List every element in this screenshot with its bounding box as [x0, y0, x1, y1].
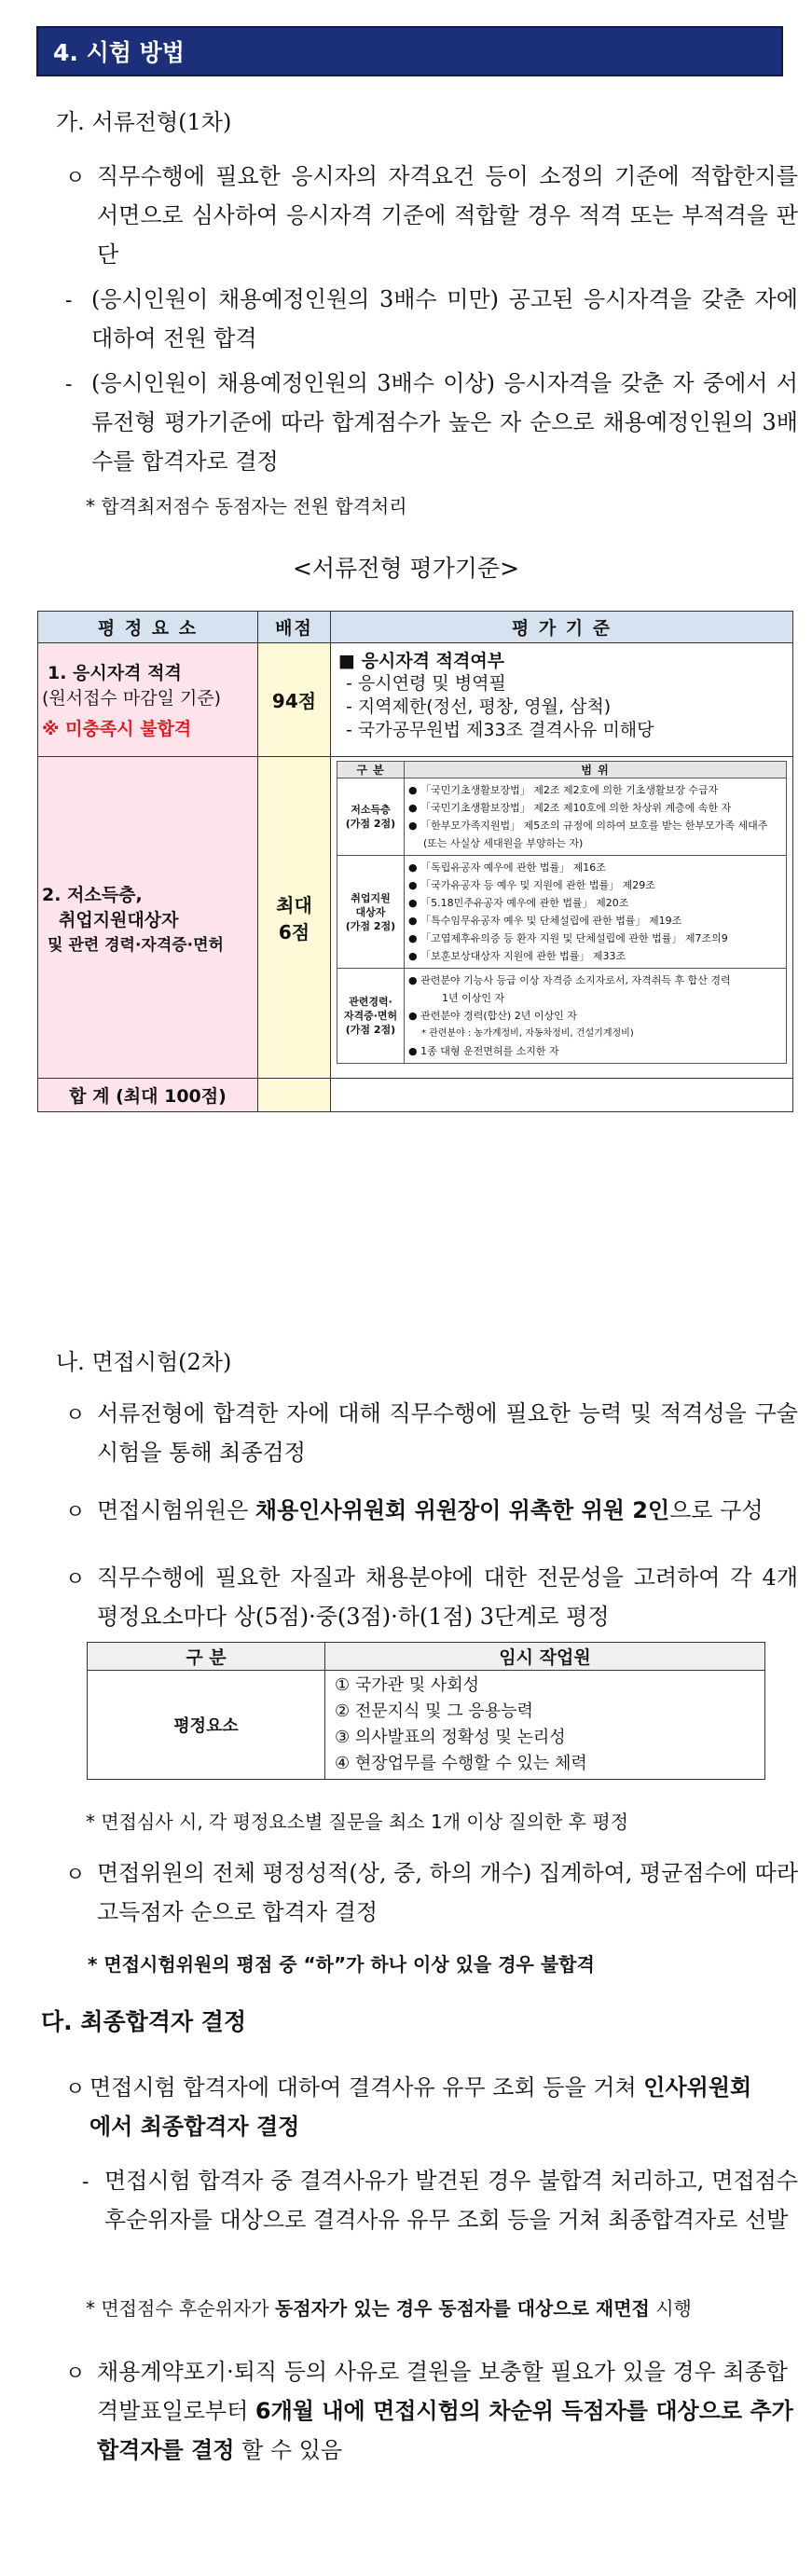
bullet-screening-criteria: 직무수행에 필요한 응시자의 자격요건 등이 소정의 기준에 적합한지를 서면으로 심사하여 응시자격 기준에 적합할 경우 적격 또는 부적격을 판단: [97, 163, 798, 268]
eligibility-criteria-cell: [331, 643, 793, 757]
square-bullet-icon: ■: [338, 651, 362, 671]
bullet-pass-decision: 면접위원의 전체 평정성적(상, 중, 하의 개수) 집계하여, 평균점수에 따라 고득점자 순으로 합격자 결정: [97, 1860, 798, 1925]
group-label-career: 관련경력· 자격증·면허 (가점 2점): [337, 969, 405, 1064]
criteria-item: - 응시연령 및 병역필: [346, 673, 506, 694]
col-header-score: 배점: [258, 612, 331, 643]
bonus-label-3: 및 관련 경력·자격증·면허: [48, 935, 224, 955]
list-item: ● 「국가유공자 등 예우 및 지원에 관한 법률」 제29조: [408, 879, 655, 891]
evaluation-elements-label: 평정요소: [88, 1671, 325, 1780]
criteria-item: - 국가공무원법 제33조 결격사유 미해당: [346, 720, 654, 740]
bullet-additional-pass: 채용계약포기·퇴직 등의 사유로 결원을 보충할 필요가 있을 경우 최종합격발표일로부터 6개월 내에 면접시험의 차순위 득점자를 대상으로 추가 합격자를 결정 할 수 있음: [97, 2359, 793, 2463]
element-item: ② 전문지식 및 그 응용능력: [335, 1701, 533, 1721]
eligibility-label-cell: [38, 643, 258, 757]
note-tie-pass: * 합격최저점수 동점자는 전원 합격처리: [86, 495, 407, 517]
dot-icon: ●: [408, 897, 421, 909]
dot-icon: ●: [408, 1010, 421, 1022]
bullet-circle: ㅇ: [65, 1501, 86, 1524]
list-item: ● 「한부모가족지원법」 제5조의 규정에 의하여 보호를 받는 한부모가족 세대주: [408, 820, 768, 832]
dash-marker: -: [65, 289, 73, 312]
section-header: 4. 시험 방법: [36, 26, 783, 76]
total-criteria-empty: [331, 1079, 793, 1112]
dot-icon: ●: [408, 802, 421, 814]
document-evaluation-table: [37, 611, 793, 1112]
col-header-position: 임시 작업원: [325, 1643, 765, 1671]
col-header-category: 구 분: [88, 1643, 325, 1671]
element-item: ④ 현장업무를 수행할 수 있는 체력: [335, 1754, 587, 1773]
dot-icon: ●: [408, 879, 421, 891]
list-item: ● 「보훈보상대상자 지원에 관한 법률」 제33조: [408, 950, 626, 962]
col-header-criteria: 평 가 기 준: [331, 612, 793, 643]
committee-emphasis: 채용인사위원회 위원장이 위촉한 위원 2인: [255, 1497, 670, 1523]
group-label-low-income: 저소득층 (가점 2점): [337, 778, 405, 856]
bonus-label-cell: [38, 757, 258, 1079]
bullet-circle: ㅇ: [65, 1568, 86, 1591]
criteria-title: 응시자격 적격여부: [361, 651, 505, 671]
bonus-score-prefix: 최대: [276, 894, 312, 916]
dot-icon: ●: [408, 915, 421, 927]
bonus-label-1: 2. 저소득층,: [42, 884, 143, 905]
bonus-label-2: 취업지원대상자: [59, 909, 179, 930]
dot-icon: ●: [408, 784, 421, 796]
eligibility-warning: ※ 미충족시 불합격: [42, 719, 192, 739]
list-item: * 관련분야 : 농가계정비, 자동차정비, 건설기계정비): [421, 1028, 634, 1039]
list-item: ● 「고엽제후유의증 등 환자 지원 및 단체설립에 관한 법률」 제7조의9: [408, 932, 728, 944]
element-item: ③ 의사발표의 정확성 및 논리성: [335, 1728, 566, 1747]
bullet-circle: ㅇ: [65, 1864, 86, 1887]
list-item: ● 관련분야 기능사 등급 이상 자격증 소지자로서, 자격취득 후 합산 경력: [408, 974, 731, 986]
dash-marker: -: [65, 373, 73, 396]
list-item: (또는 사실상 세대원을 부양하는 자): [423, 837, 584, 849]
table-caption: <서류전형 평가기준>: [292, 555, 520, 582]
bullet-circle: ㅇ: [65, 2078, 86, 2101]
eligibility-score: 94점: [258, 643, 331, 757]
list-item: ● 1종 대형 운전면허를 소지한 자: [408, 1045, 559, 1057]
dot-icon: ●: [408, 1045, 421, 1057]
bonus-inner-table: [337, 761, 787, 1064]
bonus-score-cell: [258, 757, 331, 1079]
note-reinterview: * 면접점수 후순위자가 동점자가 있는 경우 동점자를 대상으로 재면접 시행: [86, 2297, 692, 2320]
bullet-evaluation-scale: 직무수행에 필요한 자질과 채용분야에 대한 전문성을 고려하여 각 4개 평정요소마다 상(5점)·중(3점)·하(1점) 3단계로 평정: [97, 1564, 798, 1630]
dash-item-under-3x: (응시인원이 채용예정인원의 3배수 미만) 공고된 응시자격을 갖춘 자에 대하여 전원 합격: [91, 286, 798, 351]
dash-item-disqualified: 면접시험 합격자 중 결격사유가 발견된 경우 불합격 처리하고, 면접점수 후순위자를 대상으로 결격사유 유무 조회 등을 거쳐 최종합격자로 선발: [104, 2168, 798, 2233]
list-item: ● 관련분야 경력(합산) 2년 이상인 자: [408, 1010, 577, 1022]
group-label-veteran: 취업지원 대상자 (가점 2점): [337, 856, 405, 969]
list-item: ● 「국민기초생활보장법」 제2조 제10호에 의한 차상위 계층에 속한 자: [408, 802, 732, 814]
inner-header-category: 구 분: [337, 762, 405, 778]
bullet-circle: ㅇ: [65, 2362, 86, 2386]
note-min-questions: * 면접심사 시, 각 평정요소별 질문을 최소 1개 이상 질의한 후 평정: [86, 1811, 629, 1833]
bullet-circle: ㅇ: [65, 1404, 86, 1427]
dot-icon: ●: [408, 950, 421, 962]
eligibility-label: 1. 응시자격 적격: [48, 663, 182, 683]
dot-icon: ●: [408, 820, 421, 832]
col-header-element: 평 정 요 소: [38, 612, 258, 643]
bullet-interview-committee: 면접시험위원은 채용인사위원회 위원장이 위촉한 위원 2인으로 구성: [97, 1497, 764, 1523]
total-label: 합 계 (최대 100점): [38, 1079, 258, 1112]
dash-item-over-3x: (응시인원이 채용예정인원의 3배수 이상) 응시자격을 갖춘 자 중에서 서류전형 평가기준에 따라 합계점수가 높은 자 순으로 채용예정인원의 3배수를 합격자로 결정: [91, 370, 798, 475]
dot-icon: ●: [408, 932, 421, 944]
subsection-title-final: 다. 최종합격자 결정: [41, 2008, 247, 2035]
bullet-interview-purpose: 서류전형에 합격한 자에 대해 직무수행에 필요한 능력 및 적격성을 구술시험을 통해 최종검정: [97, 1400, 798, 1466]
bullet-circle: ㅇ: [65, 167, 86, 190]
criteria-item: - 지역제한(정선, 평창, 영월, 삼척): [346, 696, 612, 717]
subsection-title-document-screening: 가. 서류전형(1차): [56, 109, 232, 135]
list-item: ● 「특수임무유공자 예우 및 단체설립에 관한 법률」 제19조: [408, 915, 682, 927]
element-item: ① 국가관 및 사회성: [335, 1675, 480, 1695]
note-fail-condition: * 면접시험위원의 평점 중 “하”가 하나 이상 있을 경우 불합격: [88, 1953, 595, 1976]
dot-icon: ●: [408, 861, 421, 874]
interview-elements-table: [87, 1642, 765, 1780]
dot-icon: ●: [408, 974, 421, 986]
bullet-final-decision: 면접시험 합격자에 대하여 결격사유 유무 조회 등을 거쳐 인사위원회 에서 최종합격자 결정: [89, 2074, 752, 2140]
dash-marker: -: [82, 2170, 89, 2194]
total-score-empty: [258, 1079, 331, 1112]
bonus-criteria-cell: [331, 757, 793, 1079]
eligibility-sublabel: (원서접수 마감일 기준): [42, 688, 222, 709]
bonus-score: 6점: [278, 921, 310, 944]
list-item: ● 「5.18민주유공자 예우에 관한 법률」 제20조: [408, 897, 629, 909]
list-item: ● 「국민기초생활보장법」 제2조 제2호에 의한 기초생활보장 수급자: [408, 784, 719, 796]
list-item: 1년 이상인 자: [442, 992, 505, 1004]
list-item: ● 「독립유공자 예우에 관한 법률」 제16조: [408, 861, 606, 874]
inner-header-range: 범 위: [405, 762, 787, 778]
subsection-title-interview: 나. 면접시험(2차): [56, 1349, 232, 1375]
